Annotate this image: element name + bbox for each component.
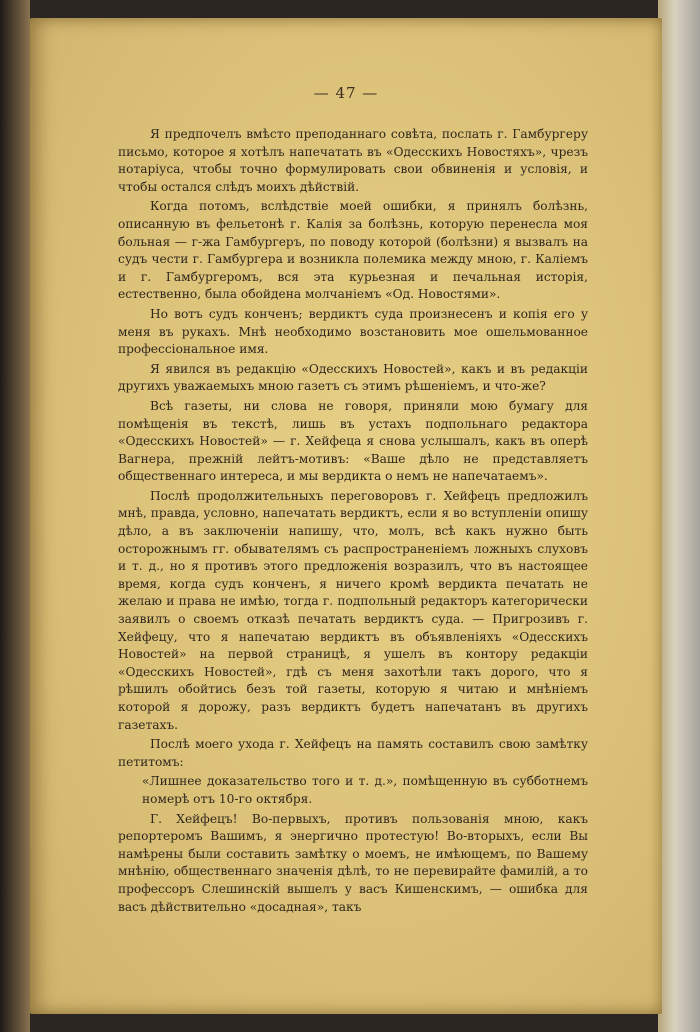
paragraph: Послѣ моего ухода г. Хейфецъ на память составилъ свою замѣтку петитомъ: [118, 737, 588, 769]
quoted-paragraph: «Лишнее доказательство того и т. д.», помѣщенную въ субботнемъ номерѣ отъ 10-го октября. [142, 774, 588, 806]
paragraph: Я предпочелъ вмѣсто преподаннаго совѣта, послать г. Гамбургеру письмо, которое я хотѣлъ напечатать въ «Одесскихъ Новостяхъ», чрезъ нотаріуса, чтобы точно формулировать свои обвиненія и условія, и чтобы остался слѣдъ моихъ дѣйствій. [118, 127, 588, 194]
page-text [118, 126, 588, 916]
book-cover-edge [658, 0, 700, 1032]
paragraph: Но вотъ судъ конченъ; вердиктъ суда произнесенъ и копія его у меня въ рукахъ. Мнѣ необходимо возстановить мое ошельмованное профессіональное имя. [118, 306, 588, 357]
paragraph: Г. Хейфецъ! Во-первыхъ, противъ пользованія мною, какъ репортеромъ Вашимъ, я энергично протестую! Во-вторыхъ, если Вы намѣрены были составить замѣтку о моемъ, не имѣющемъ, по Вашему мнѣнію, общественнаго значенія дѣлѣ, то не перевирайте фамилій, а то профессоръ Слешинскій вышелъ у васъ Кишенскимъ, — ошибка для васъ дѣйствительно «досадная», такъ [118, 811, 588, 914]
paragraph: Я явился въ редакцію «Одесскихъ Новостей», какъ и въ редакціи другихъ уважаемыхъ мною газетъ съ этимъ рѣшеніемъ, и что-же? [118, 361, 588, 394]
book-spine-edge [0, 0, 30, 1032]
paragraph: Послѣ продолжительныхъ переговоровъ г. Хейфецъ предложилъ мнѣ, правда, условно, напечатать вердиктъ, если я во вступленіи опишу дѣло, а въ заключеніи напишу, что, молъ, всѣ какъ нужно быть осторожнымъ гг. обывателямъ съ распространеніемъ ложныхъ слуховъ и т. д., но я противъ этого предложенія возразилъ, что въ настоящее время, когда судъ конченъ, я ничего кромѣ вердикта печатать не желаю и права не имѣю, тогда г. подпольный редакторъ категорически заявилъ о своемъ отказѣ печатать вердиктъ суда. — Пригрозивъ г. Хейфецу, что я напечатаю вердиктъ въ объявленіяхъ «Одесскихъ Новостей» на первой страницѣ, я ушелъ въ контору редакціи «Одесскихъ Новостей», гдѣ съ меня захотѣли такъ дорого, что я рѣшилъ обойтись безъ той газеты, которую я читаю и мнѣніемъ которой я дорожу, разъ вердиктъ будетъ напечатанъ въ другихъ газетахъ. [118, 488, 588, 732]
book-page [30, 18, 662, 1014]
paragraph: Когда потомъ, вслѣдствіе моей ошибки, я принялъ болѣзнь, описанную въ фельетонѣ г. Калія за болѣзнь, которую перенесла моя больная — г-жа Гамбургеръ, по поводу которой (болѣзни) я вызвалъ на судъ чести г. Гамбургера и возникла полемика между мною, г. Каліемъ и г. Гамбургеромъ, вся эта курьезная и печальная исторія, естественно, была обойдена молчаніемъ «Од. Новостями». [118, 199, 588, 302]
page-number: — 47 — [313, 84, 379, 102]
paragraph: Всѣ газеты, ни слова не говоря, приняли мою бумагу для помѣщенія въ текстѣ, лишь въ устахъ подпольнаго редактора «Одесскихъ Новостей» — г. Хейфеца я снова услышалъ, какъ въ оперѣ Вагнера, прежній лейтъ-мотивъ: «Ваше дѣло не представляетъ общественнаго интереса, и мы вердикта о немъ не напечатаемъ». [118, 398, 588, 484]
